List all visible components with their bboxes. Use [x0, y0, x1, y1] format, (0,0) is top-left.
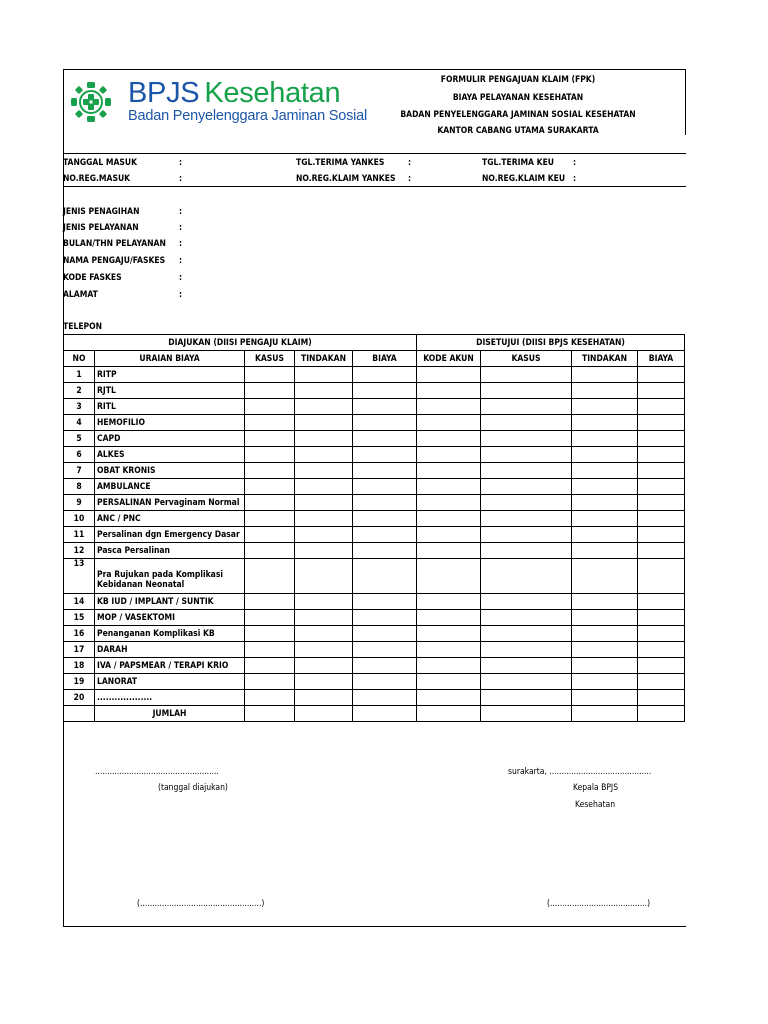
table-row [64, 479, 685, 495]
tindakan-cell [295, 626, 353, 642]
label-tgl-terima-yankes: TGL.TERIMA YANKES [296, 158, 385, 168]
biaya-approved-cell [638, 658, 685, 674]
colon: : [179, 239, 183, 249]
label-bulan-thn: BULAN/THN PELAYANAN [63, 239, 166, 249]
table-row [64, 431, 685, 447]
tindakan-cell [295, 383, 353, 399]
tindakan-approved-cell [572, 431, 638, 447]
label-noreg-klaim-yankes: NO.REG.KLAIM YANKES [296, 174, 396, 184]
colon: : [179, 174, 183, 184]
biaya-approved-cell [638, 399, 685, 415]
tindakan-approved-cell [572, 495, 638, 511]
tindakan-cell [295, 367, 353, 383]
biaya-cell [353, 495, 417, 511]
tindakan-cell [295, 479, 353, 495]
place-date-line: surakarta, .......................................... [508, 767, 652, 777]
frame-line-header-bottom [63, 153, 686, 154]
table-row [64, 642, 685, 658]
row-number: 5 [64, 431, 95, 447]
tindakan-cell [295, 594, 353, 610]
row-number: 12 [64, 543, 95, 559]
biaya-approved-cell [638, 559, 685, 594]
biaya-approved-cell [638, 383, 685, 399]
tindakan-cell [295, 447, 353, 463]
row-number: 17 [64, 642, 95, 658]
kasus-cell [245, 543, 295, 559]
kasus-cell [245, 511, 295, 527]
kasus-approved-cell [481, 594, 572, 610]
table-total-row [64, 706, 685, 722]
label-jenis-penagihan: JENIS PENAGIHAN [63, 207, 140, 217]
date-submitted-line: ................................................... [95, 767, 219, 777]
row-label: HEMOFILIO [95, 415, 245, 431]
biaya-cell [353, 415, 417, 431]
signer-title-1: Kepala BPJS [573, 783, 619, 793]
biaya-approved-total-cell [638, 706, 685, 722]
tindakan-approved-cell [572, 463, 638, 479]
kasus-approved-total-cell [481, 706, 572, 722]
biaya-cell [353, 367, 417, 383]
biaya-approved-cell [638, 674, 685, 690]
tindakan-cell [295, 559, 353, 594]
row-label: AMBULANCE [95, 479, 245, 495]
kasus-cell [245, 447, 295, 463]
table-row [64, 511, 685, 527]
kasus-approved-cell [481, 479, 572, 495]
table-row [64, 559, 685, 594]
table-row [64, 610, 685, 626]
brand-subtitle: Badan Penyelenggara Jaminan Sosial [128, 108, 368, 124]
biaya-cell [353, 674, 417, 690]
colon: : [179, 207, 183, 217]
row-label: IVA / PAPSMEAR / TERAPI KRIO [95, 658, 245, 674]
biaya-approved-cell [638, 495, 685, 511]
table-row [64, 463, 685, 479]
tindakan-cell [295, 431, 353, 447]
label-tgl-terima-keu: TGL.TERIMA KEU [482, 158, 554, 168]
col-header-uraian: URAIAN BIAYA [95, 351, 245, 367]
kode-akun-cell [417, 674, 481, 690]
table-column-header-row [64, 351, 685, 367]
kode-akun-cell [417, 642, 481, 658]
tindakan-approved-cell [572, 626, 638, 642]
row-label: ................... [95, 690, 245, 706]
biaya-cell [353, 527, 417, 543]
row-number: 15 [64, 610, 95, 626]
tindakan-approved-cell [572, 658, 638, 674]
kasus-approved-cell [481, 690, 572, 706]
kasus-approved-cell [481, 399, 572, 415]
row-label-line: Kebidanan Neonatal [97, 580, 185, 590]
kasus-cell [245, 559, 295, 594]
row-number: 7 [64, 463, 95, 479]
kode-akun-cell [417, 367, 481, 383]
biaya-cell [353, 431, 417, 447]
row-number: 1 [64, 367, 95, 383]
kasus-cell [245, 626, 295, 642]
kasus-cell [245, 594, 295, 610]
table-row [64, 543, 685, 559]
biaya-cell [353, 383, 417, 399]
tindakan-approved-cell [572, 543, 638, 559]
table-group-header-row [64, 335, 685, 351]
colon: : [408, 158, 412, 168]
row-label: Pasca Persalinan [95, 543, 245, 559]
row-label: CAPD [95, 431, 245, 447]
kasus-approved-cell [481, 543, 572, 559]
kode-akun-cell [417, 431, 481, 447]
kasus-approved-cell [481, 658, 572, 674]
col-header-biaya: BIAYA [353, 351, 417, 367]
tindakan-approved-cell [572, 479, 638, 495]
right-signature-line: (........................................) [547, 899, 651, 909]
kode-akun-cell [417, 527, 481, 543]
biaya-cell [353, 399, 417, 415]
kasus-cell [245, 383, 295, 399]
frame-line-registry-bottom [63, 186, 686, 187]
colon: : [408, 174, 412, 184]
colon: : [179, 158, 183, 168]
brand-name: BPJS Kesehatan [128, 77, 341, 109]
label-telepon: TELEPON [63, 322, 103, 332]
col-header-no: NO [64, 351, 95, 367]
kasus-cell [245, 610, 295, 626]
col-header-kode-akun: KODE AKUN [417, 351, 481, 367]
row-number: 19 [64, 674, 95, 690]
label-jenis-pelayanan: JENIS PELAYANAN [63, 223, 139, 233]
kode-akun-cell [417, 610, 481, 626]
table-row [64, 690, 685, 706]
frame-right-line-top [685, 69, 686, 135]
kasus-approved-cell [481, 495, 572, 511]
kasus-approved-cell [481, 383, 572, 399]
label-kode-faskes: KODE FASKES [63, 273, 122, 283]
label-noreg-klaim-keu: NO.REG.KLAIM KEU [482, 174, 566, 184]
colon: : [179, 273, 183, 283]
signer-title-2: Kesehatan [575, 800, 616, 810]
kode-akun-cell [417, 626, 481, 642]
kasus-approved-cell [481, 415, 572, 431]
biaya-approved-cell [638, 626, 685, 642]
biaya-cell [353, 594, 417, 610]
biaya-approved-cell [638, 610, 685, 626]
biaya-approved-cell [638, 543, 685, 559]
row-label: ANC / PNC [95, 511, 245, 527]
biaya-cell [353, 479, 417, 495]
biaya-approved-cell [638, 690, 685, 706]
biaya-cell [353, 559, 417, 594]
biaya-approved-cell [638, 447, 685, 463]
row-label-line: Pra Rujukan pada Komplikasi [97, 570, 223, 580]
kasus-cell [245, 658, 295, 674]
tindakan-approved-cell [572, 559, 638, 594]
kasus-total-cell [245, 706, 295, 722]
kasus-approved-cell [481, 463, 572, 479]
table-row [64, 447, 685, 463]
biaya-total-cell [353, 706, 417, 722]
row-number: 16 [64, 626, 95, 642]
biaya-cell [353, 511, 417, 527]
table-row [64, 626, 685, 642]
kode-akun-cell [417, 594, 481, 610]
kasus-cell [245, 399, 295, 415]
biaya-approved-cell [638, 594, 685, 610]
table-row [64, 399, 685, 415]
col-header-kasus-approved: KASUS [481, 351, 572, 367]
tindakan-cell [295, 527, 353, 543]
label-tanggal-masuk: TANGGAL MASUK [63, 158, 138, 168]
biaya-approved-cell [638, 431, 685, 447]
table-row [64, 674, 685, 690]
kode-akun-cell [417, 543, 481, 559]
kode-akun-cell [417, 559, 481, 594]
kasus-approved-cell [481, 511, 572, 527]
biaya-cell [353, 610, 417, 626]
frame-bottom-line [63, 926, 686, 927]
tindakan-cell [295, 399, 353, 415]
kasus-cell [245, 367, 295, 383]
row-number: 13 [64, 559, 95, 594]
colon: : [573, 174, 577, 184]
label-noreg-masuk: NO.REG.MASUK [63, 174, 131, 184]
kasus-approved-cell [481, 642, 572, 658]
tindakan-approved-cell [572, 367, 638, 383]
claim-table [63, 334, 685, 722]
group-header-disetujui: DISETUJUI (DIISI BPJS KESEHATAN) [417, 335, 685, 351]
tindakan-approved-cell [572, 527, 638, 543]
kode-akun-cell [417, 463, 481, 479]
kode-akun-total-cell [417, 706, 481, 722]
tindakan-approved-cell [572, 399, 638, 415]
kode-akun-cell [417, 415, 481, 431]
kasus-cell [245, 415, 295, 431]
left-signature-line: (..................................................) [137, 899, 265, 909]
tindakan-approved-total-cell [572, 706, 638, 722]
row-number: 9 [64, 495, 95, 511]
biaya-approved-cell [638, 527, 685, 543]
total-label: JUMLAH [95, 706, 245, 722]
tindakan-approved-cell [572, 674, 638, 690]
colon: : [573, 158, 577, 168]
row-number: 14 [64, 594, 95, 610]
kasus-approved-cell [481, 431, 572, 447]
row-number: 3 [64, 399, 95, 415]
kode-akun-cell [417, 479, 481, 495]
kode-akun-cell [417, 399, 481, 415]
kasus-approved-cell [481, 527, 572, 543]
tindakan-approved-cell [572, 447, 638, 463]
tindakan-total-cell [295, 706, 353, 722]
tindakan-cell [295, 511, 353, 527]
tindakan-cell [295, 690, 353, 706]
kasus-cell [245, 479, 295, 495]
tindakan-approved-cell [572, 383, 638, 399]
table-row [64, 415, 685, 431]
kasus-cell [245, 674, 295, 690]
tindakan-approved-cell [572, 642, 638, 658]
kasus-cell [245, 463, 295, 479]
kasus-approved-cell [481, 447, 572, 463]
biaya-cell [353, 690, 417, 706]
row-label: RITL [95, 399, 245, 415]
tindakan-cell [295, 495, 353, 511]
tindakan-cell [295, 463, 353, 479]
tindakan-cell [295, 658, 353, 674]
tindakan-cell [295, 674, 353, 690]
label-alamat: ALAMAT [63, 290, 98, 300]
form-subtitle-2: BADAN PENYELENGGARA JAMINAN SOSIAL KESEHATAN [400, 110, 636, 120]
tindakan-cell [295, 543, 353, 559]
table-row [64, 527, 685, 543]
row-number: 11 [64, 527, 95, 543]
table-row [64, 367, 685, 383]
colon: : [179, 223, 183, 233]
form-subtitle-1: BIAYA PELAYANAN KESEHATAN [452, 93, 584, 103]
kode-akun-cell [417, 383, 481, 399]
form-subtitle-3: KANTOR CABANG UTAMA SURAKARTA [437, 126, 599, 136]
row-label: PERSALINAN Pervaginam Normal [95, 495, 245, 511]
kasus-cell [245, 431, 295, 447]
biaya-approved-cell [638, 415, 685, 431]
tindakan-approved-cell [572, 610, 638, 626]
row-number: 20 [64, 690, 95, 706]
biaya-approved-cell [638, 642, 685, 658]
row-label: MOP / VASEKTOMI [95, 610, 245, 626]
biaya-cell [353, 543, 417, 559]
tindakan-approved-cell [572, 690, 638, 706]
frame-top-line [63, 69, 686, 70]
group-header-diajukan: DIAJUKAN (DIISI PENGAJU KLAIM) [64, 335, 417, 351]
kasus-cell [245, 495, 295, 511]
biaya-cell [353, 642, 417, 658]
row-label: DARAH [95, 642, 245, 658]
row-label: RITP [95, 367, 245, 383]
row-number: 10 [64, 511, 95, 527]
total-empty-cell [64, 706, 95, 722]
kode-akun-cell [417, 658, 481, 674]
tindakan-cell [295, 642, 353, 658]
form-title: FORMULIR PENGAJUAN KLAIM (FPK) [440, 75, 596, 85]
row-label [95, 559, 245, 594]
row-number: 18 [64, 658, 95, 674]
table-row [64, 658, 685, 674]
label-nama-pengaju: NAMA PENGAJU/FASKES [63, 256, 166, 266]
biaya-approved-cell [638, 511, 685, 527]
biaya-approved-cell [638, 463, 685, 479]
colon: : [179, 290, 183, 300]
tindakan-cell [295, 415, 353, 431]
colon: : [179, 256, 183, 266]
col-header-biaya-approved: BIAYA [638, 351, 685, 367]
row-label: Persalinan dgn Emergency Dasar [95, 527, 245, 543]
kode-akun-cell [417, 495, 481, 511]
kasus-cell [245, 527, 295, 543]
kasus-approved-cell [481, 626, 572, 642]
kasus-approved-cell [481, 674, 572, 690]
tindakan-cell [295, 610, 353, 626]
tindakan-approved-cell [572, 415, 638, 431]
row-label: KB IUD / IMPLANT / SUNTIK [95, 594, 245, 610]
date-submitted-caption: (tanggal diajukan) [158, 783, 228, 793]
tindakan-approved-cell [572, 594, 638, 610]
row-label: LANORAT [95, 674, 245, 690]
kasus-cell [245, 690, 295, 706]
bpjs-logo-icon [70, 81, 112, 123]
row-label: ALKES [95, 447, 245, 463]
kasus-cell [245, 642, 295, 658]
biaya-approved-cell [638, 479, 685, 495]
kode-akun-cell [417, 690, 481, 706]
row-label: RJTL [95, 383, 245, 399]
biaya-cell [353, 626, 417, 642]
kasus-approved-cell [481, 367, 572, 383]
col-header-tindakan-approved: TINDAKAN [572, 351, 638, 367]
kasus-approved-cell [481, 610, 572, 626]
col-header-tindakan: TINDAKAN [295, 351, 353, 367]
row-number: 2 [64, 383, 95, 399]
tindakan-approved-cell [572, 511, 638, 527]
biaya-cell [353, 658, 417, 674]
row-label: Penanganan Komplikasi KB [95, 626, 245, 642]
biaya-cell [353, 463, 417, 479]
biaya-approved-cell [638, 367, 685, 383]
row-number: 8 [64, 479, 95, 495]
col-header-kasus: KASUS [245, 351, 295, 367]
kasus-approved-cell [481, 559, 572, 594]
kode-akun-cell [417, 511, 481, 527]
table-row [64, 594, 685, 610]
table-row [64, 495, 685, 511]
table-row [64, 383, 685, 399]
kode-akun-cell [417, 447, 481, 463]
biaya-cell [353, 447, 417, 463]
row-number: 6 [64, 447, 95, 463]
row-label: OBAT KRONIS [95, 463, 245, 479]
row-number: 4 [64, 415, 95, 431]
